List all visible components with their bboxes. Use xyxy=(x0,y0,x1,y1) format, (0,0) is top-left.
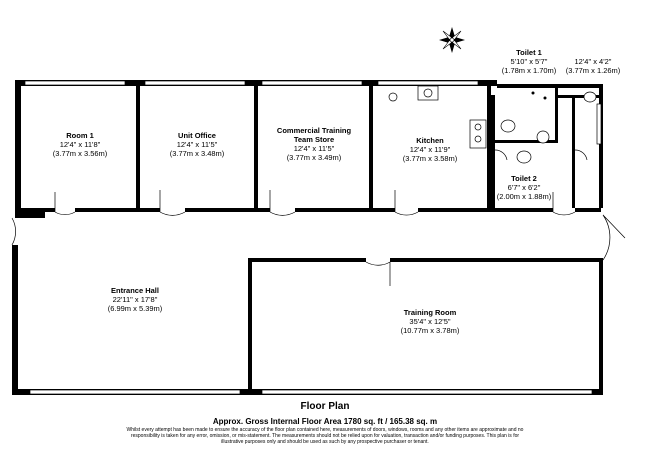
floor-plan-title: Floor Plan xyxy=(300,401,350,412)
kitchen-label: Kitchen 12'4" x 11'9" (3.77m x 3.58m) xyxy=(402,136,458,163)
training-room-label: Training Room 35'4" x 12'5" (10.77m x 3.78m) xyxy=(400,308,460,335)
entrance-hall-label: Entrance Hall 22'11" x 17'8" (6.99m x 5.39m) xyxy=(107,286,163,313)
compass-rose-icon xyxy=(439,27,465,53)
unit-office-label: Unit Office 12'4" x 11'5" (3.77m x 3.48m) xyxy=(169,131,225,158)
room-1-label: Room 1 12'4" x 11'8" (3.77m x 3.56m) xyxy=(52,131,108,158)
toilet-1-label: Toilet 1 5'10" x 5'7" (1.78m x 1.70m) xyxy=(501,48,557,75)
disclaimer-text: Whilst every attempt has been made to ensure the accuracy of the floor plan contained here, measurements of doors, windows, rooms and any other items are approximate and no responsibility is taken for any error, omission, or mis-statement. The measurements should not be relied upon for valuation, transaction and/or funding purposes. This plan is for illustrative purposes only and should be used as such by any prospective purchaser or tenant. xyxy=(126,427,524,445)
store-dimensions-label: 12'4" x 4'2" (3.77m x 1.26m) xyxy=(565,57,621,75)
commercial-training-store-label: Commercial Training Team Store 12'4" x 11'5" (3.77m x 3.49m) xyxy=(276,126,352,162)
doors xyxy=(12,150,625,286)
toilet-2-label: Toilet 2 6'7" x 6'2" (2.00m x 1.88m) xyxy=(496,174,552,201)
gross-area-text: Approx. Gross Internal Floor Area 1780 sq. ft / 165.38 sq. m xyxy=(212,417,438,426)
